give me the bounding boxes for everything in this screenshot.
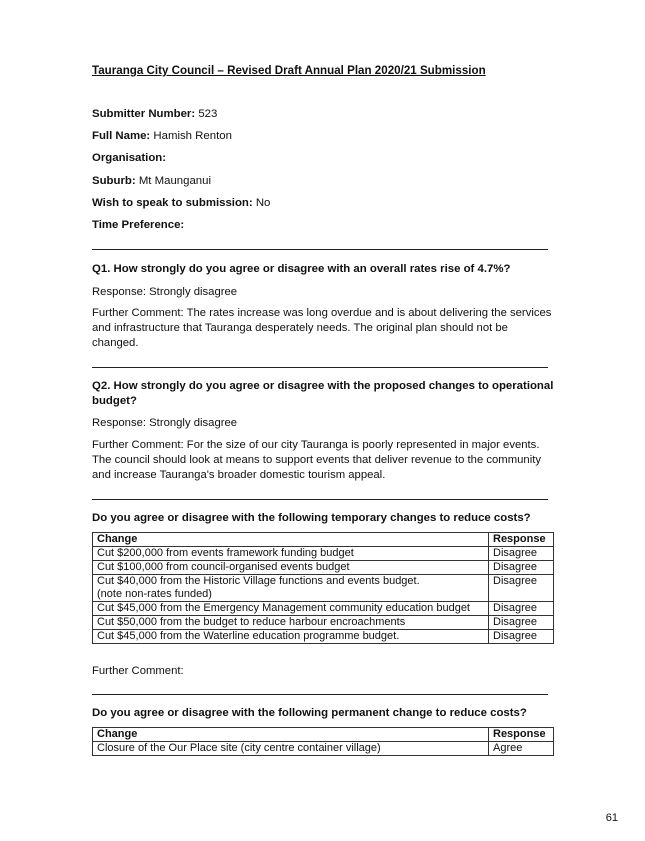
q2-comment: Further Comment: For the size of our city Tauranga is poorly represented in major events. The council should look at means to support events that deliver revenue to the community and increase Tauranga's broader domestic tourism appeal. — [92, 439, 541, 481]
divider — [92, 367, 548, 368]
suburb-field — [92, 175, 211, 187]
table-header-row — [93, 533, 554, 547]
temporary-changes-question: Do you agree or disagree with the following temporary changes to reduce costs? — [92, 512, 531, 524]
divider — [92, 694, 548, 695]
change-cell: Cut $50,000 from the budget to reduce harbour encroachments — [93, 616, 489, 630]
column-header-response: Response — [489, 728, 554, 742]
divider — [92, 249, 548, 250]
table-header-row — [93, 728, 554, 742]
permanent-change-question: Do you agree or disagree with the following permanent change to reduce costs? — [92, 707, 527, 719]
response-cell: Disagree — [489, 616, 554, 630]
field-value: Mt Maunganui — [135, 175, 212, 187]
table-row — [93, 602, 554, 616]
field-label: Full Name: — [92, 130, 151, 142]
field-value: 523 — [195, 108, 218, 120]
response-cell: Disagree — [489, 575, 554, 602]
field-value: Hamish Renton — [150, 130, 232, 142]
q1-question: Q1. How strongly do you agree or disagree with an overall rates rise of 4.7%? — [92, 263, 511, 275]
column-header-response: Response — [489, 533, 554, 547]
response-cell: Disagree — [489, 561, 554, 575]
divider — [92, 499, 548, 500]
q2-response: Response: Strongly disagree — [92, 417, 238, 429]
organisation-field — [92, 152, 166, 164]
change-cell: Cut $200,000 from events framework funding budget — [93, 547, 489, 561]
temporary-changes-table — [92, 532, 554, 644]
column-header-change: Change — [93, 728, 489, 742]
wish-to-speak-field — [92, 197, 270, 209]
response-cell: Disagree — [489, 630, 554, 644]
column-header-change: Change — [93, 533, 489, 547]
response-cell: Disagree — [489, 602, 554, 616]
q2-question: Q2. How strongly do you agree or disagree with the proposed changes to operational budget? — [92, 380, 554, 407]
table-row — [93, 742, 554, 756]
document-title: Tauranga City Council – Revised Draft Annual Plan 2020/21 Submission — [92, 64, 486, 77]
field-label: Submitter Number: — [92, 108, 196, 120]
table-row — [93, 616, 554, 630]
field-label: Organisation: — [92, 152, 167, 164]
change-cell: Cut $100,000 from council-organised events budget — [93, 561, 489, 575]
temporary-changes-comment: Further Comment: — [92, 665, 184, 677]
change-cell: Cut $45,000 from the Waterline education programme budget. — [93, 630, 489, 644]
table-row — [93, 575, 554, 602]
q1-response: Response: Strongly disagree — [92, 286, 238, 298]
field-label: Suburb: — [92, 175, 136, 187]
table-row — [93, 561, 554, 575]
field-value: No — [252, 197, 271, 209]
change-cell: Cut $45,000 from the Emergency Management community education budget — [93, 602, 489, 616]
page-number: 61 — [605, 812, 618, 824]
q1-comment: Further Comment: The rates increase was long overdue and is about delivering the services and infrastructure that Tauranga desperately needs. The original plan should not be changed. — [92, 307, 552, 349]
submitter-number-field — [92, 108, 217, 120]
response-cell: Agree — [489, 742, 554, 756]
change-cell: Cut $40,000 from the Historic Village functions and events budget. (note non-rates funded) — [93, 575, 489, 602]
field-label: Time Preference: — [92, 219, 185, 231]
permanent-change-table — [92, 727, 554, 756]
table-row — [93, 547, 554, 561]
time-preference-field — [92, 219, 184, 231]
full-name-field — [92, 130, 232, 142]
table-row — [93, 630, 554, 644]
field-label: Wish to speak to submission: — [92, 197, 253, 209]
change-cell: Closure of the Our Place site (city centre container village) — [93, 742, 489, 756]
response-cell: Disagree — [489, 547, 554, 561]
